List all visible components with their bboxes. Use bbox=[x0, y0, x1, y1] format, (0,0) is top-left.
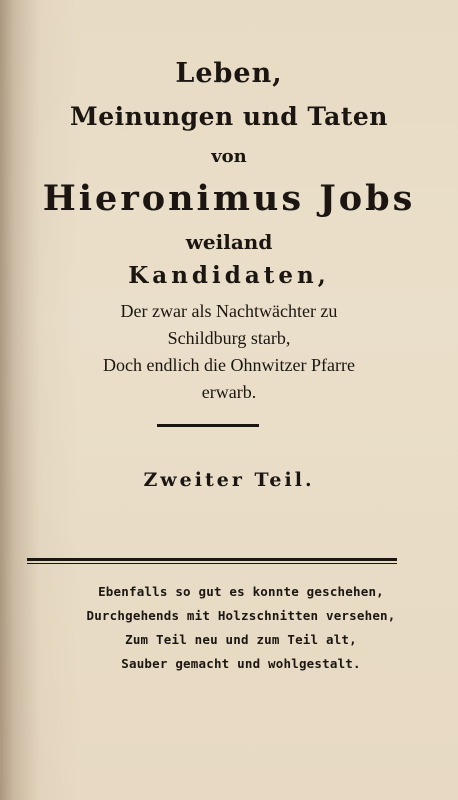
verse-line-2: Durchgehends mit Holzschnitten versehen, bbox=[86, 608, 396, 623]
title-name: Hieronimus Jobs bbox=[42, 178, 416, 219]
short-divider-rule bbox=[157, 424, 259, 427]
double-divider-rule bbox=[27, 558, 397, 564]
title-line-leben: Leben, bbox=[175, 58, 283, 89]
verse-line-4: Sauber gemacht und wohlgestalt. bbox=[121, 656, 361, 671]
title-line-von: von bbox=[211, 146, 247, 167]
title-line-meinungen: Meinungen und Taten bbox=[70, 102, 388, 131]
subtitle-line-1: Der zwar als Nachtwächter zu bbox=[120, 301, 338, 321]
volume-label: Zweiter Teil. bbox=[143, 469, 315, 491]
subtitle-line-2: Schildburg starb, bbox=[167, 328, 291, 348]
verse-line-3: Zum Teil neu und zum Teil alt, bbox=[125, 632, 357, 647]
subtitle-line-3: Doch endlich die Ohnwitzer Pfarre bbox=[103, 355, 355, 375]
title-line-weiland: weiland bbox=[185, 230, 273, 254]
subtitle-line-4: erwarb. bbox=[201, 382, 257, 402]
title-line-kandidaten: Kandidaten, bbox=[128, 262, 330, 289]
verse-line-1: Ebenfalls so gut es konnte geschehen, bbox=[98, 584, 384, 599]
